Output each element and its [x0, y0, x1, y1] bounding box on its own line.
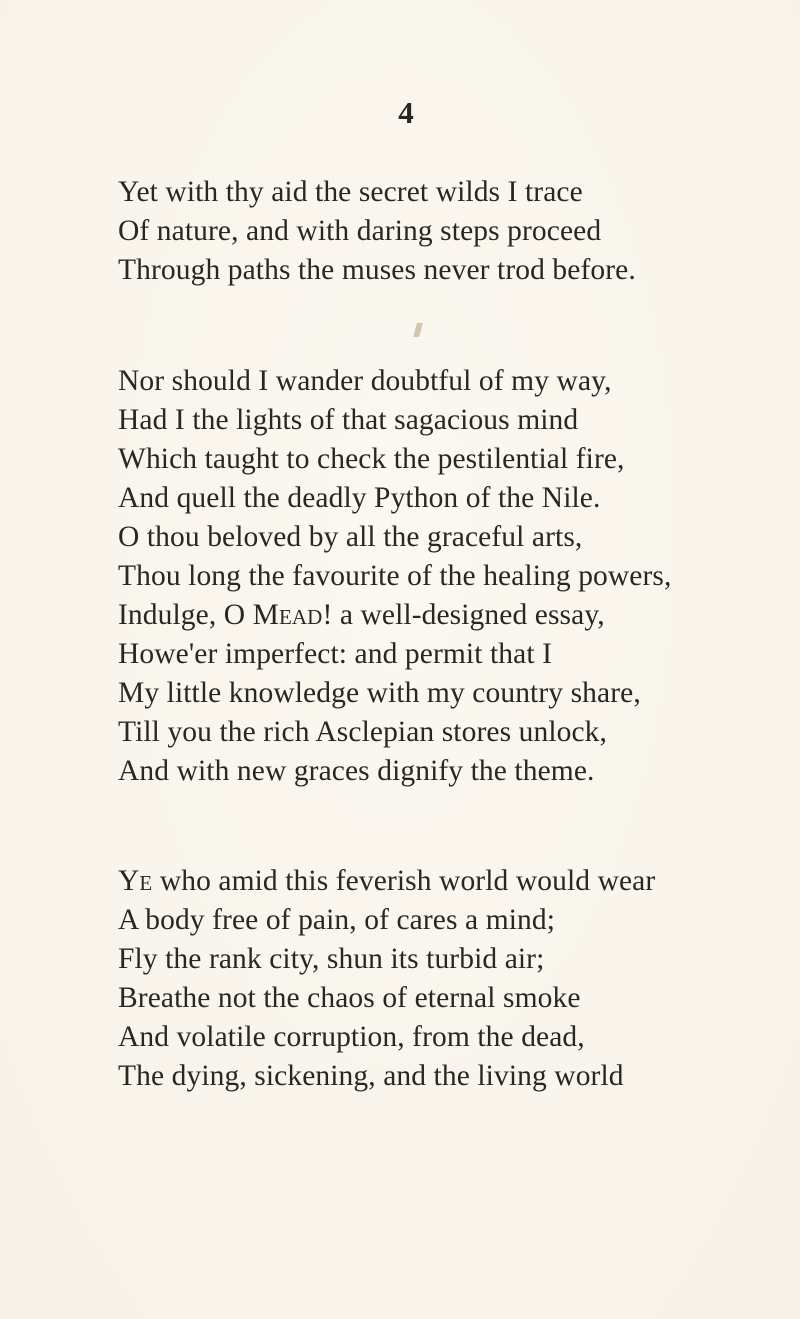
verse-text: who amid this feverish world would wear: [152, 865, 656, 897]
verse-line: Of nature, and with daring steps proceed: [118, 215, 602, 247]
verse-line: Till you the rich Asclepian stores unlock,: [118, 716, 607, 748]
verse-line-mead: [118, 596, 778, 635]
stanza-3: [118, 862, 778, 1096]
verse-line: Had I the lights of that sagacious mind: [118, 404, 579, 436]
verse-line: Yet with thy aid the secret wilds I trace: [118, 176, 583, 208]
verse-line: Which taught to check the pestilential fire,: [118, 443, 625, 475]
page-number: 4: [398, 95, 414, 130]
verse-line: My little knowledge with my country share,: [118, 677, 641, 709]
verse-line: Thou long the favourite of the healing powers,: [118, 560, 672, 592]
name-mead: Mead: [252, 599, 323, 631]
verse-line: Nor should I wander doubtful of my way,: [118, 365, 612, 397]
stanza-2: [118, 362, 778, 791]
verse-line: Breathe not the chaos of eternal smoke: [118, 982, 581, 1014]
verse-line: O thou beloved by all the graceful arts,: [118, 521, 583, 553]
verse-text: Indulge, O: [118, 599, 253, 631]
small-caps-initial: Ye: [118, 865, 153, 897]
verse-line: And with new graces dignify the theme.: [118, 755, 595, 787]
verse-line-opening: [118, 862, 778, 901]
verse-line: A body free of pain, of cares a mind;: [118, 904, 556, 936]
stanza-1: [118, 173, 778, 290]
verse-line: Through paths the muses never trod before.: [118, 254, 636, 286]
verse-line: And quell the deadly Python of the Nile.: [118, 482, 601, 514]
verse-line: The dying, sickening, and the living world: [118, 1060, 624, 1092]
verse-line: Fly the rank city, shun its turbid air;: [118, 943, 545, 975]
verse-line: And volatile corruption, from the dead,: [118, 1021, 585, 1053]
verse-text: ! a well-designed essay,: [322, 599, 605, 631]
verse-line: Howe'er imperfect: and permit that I: [118, 638, 553, 670]
ink-mark: [413, 323, 423, 337]
